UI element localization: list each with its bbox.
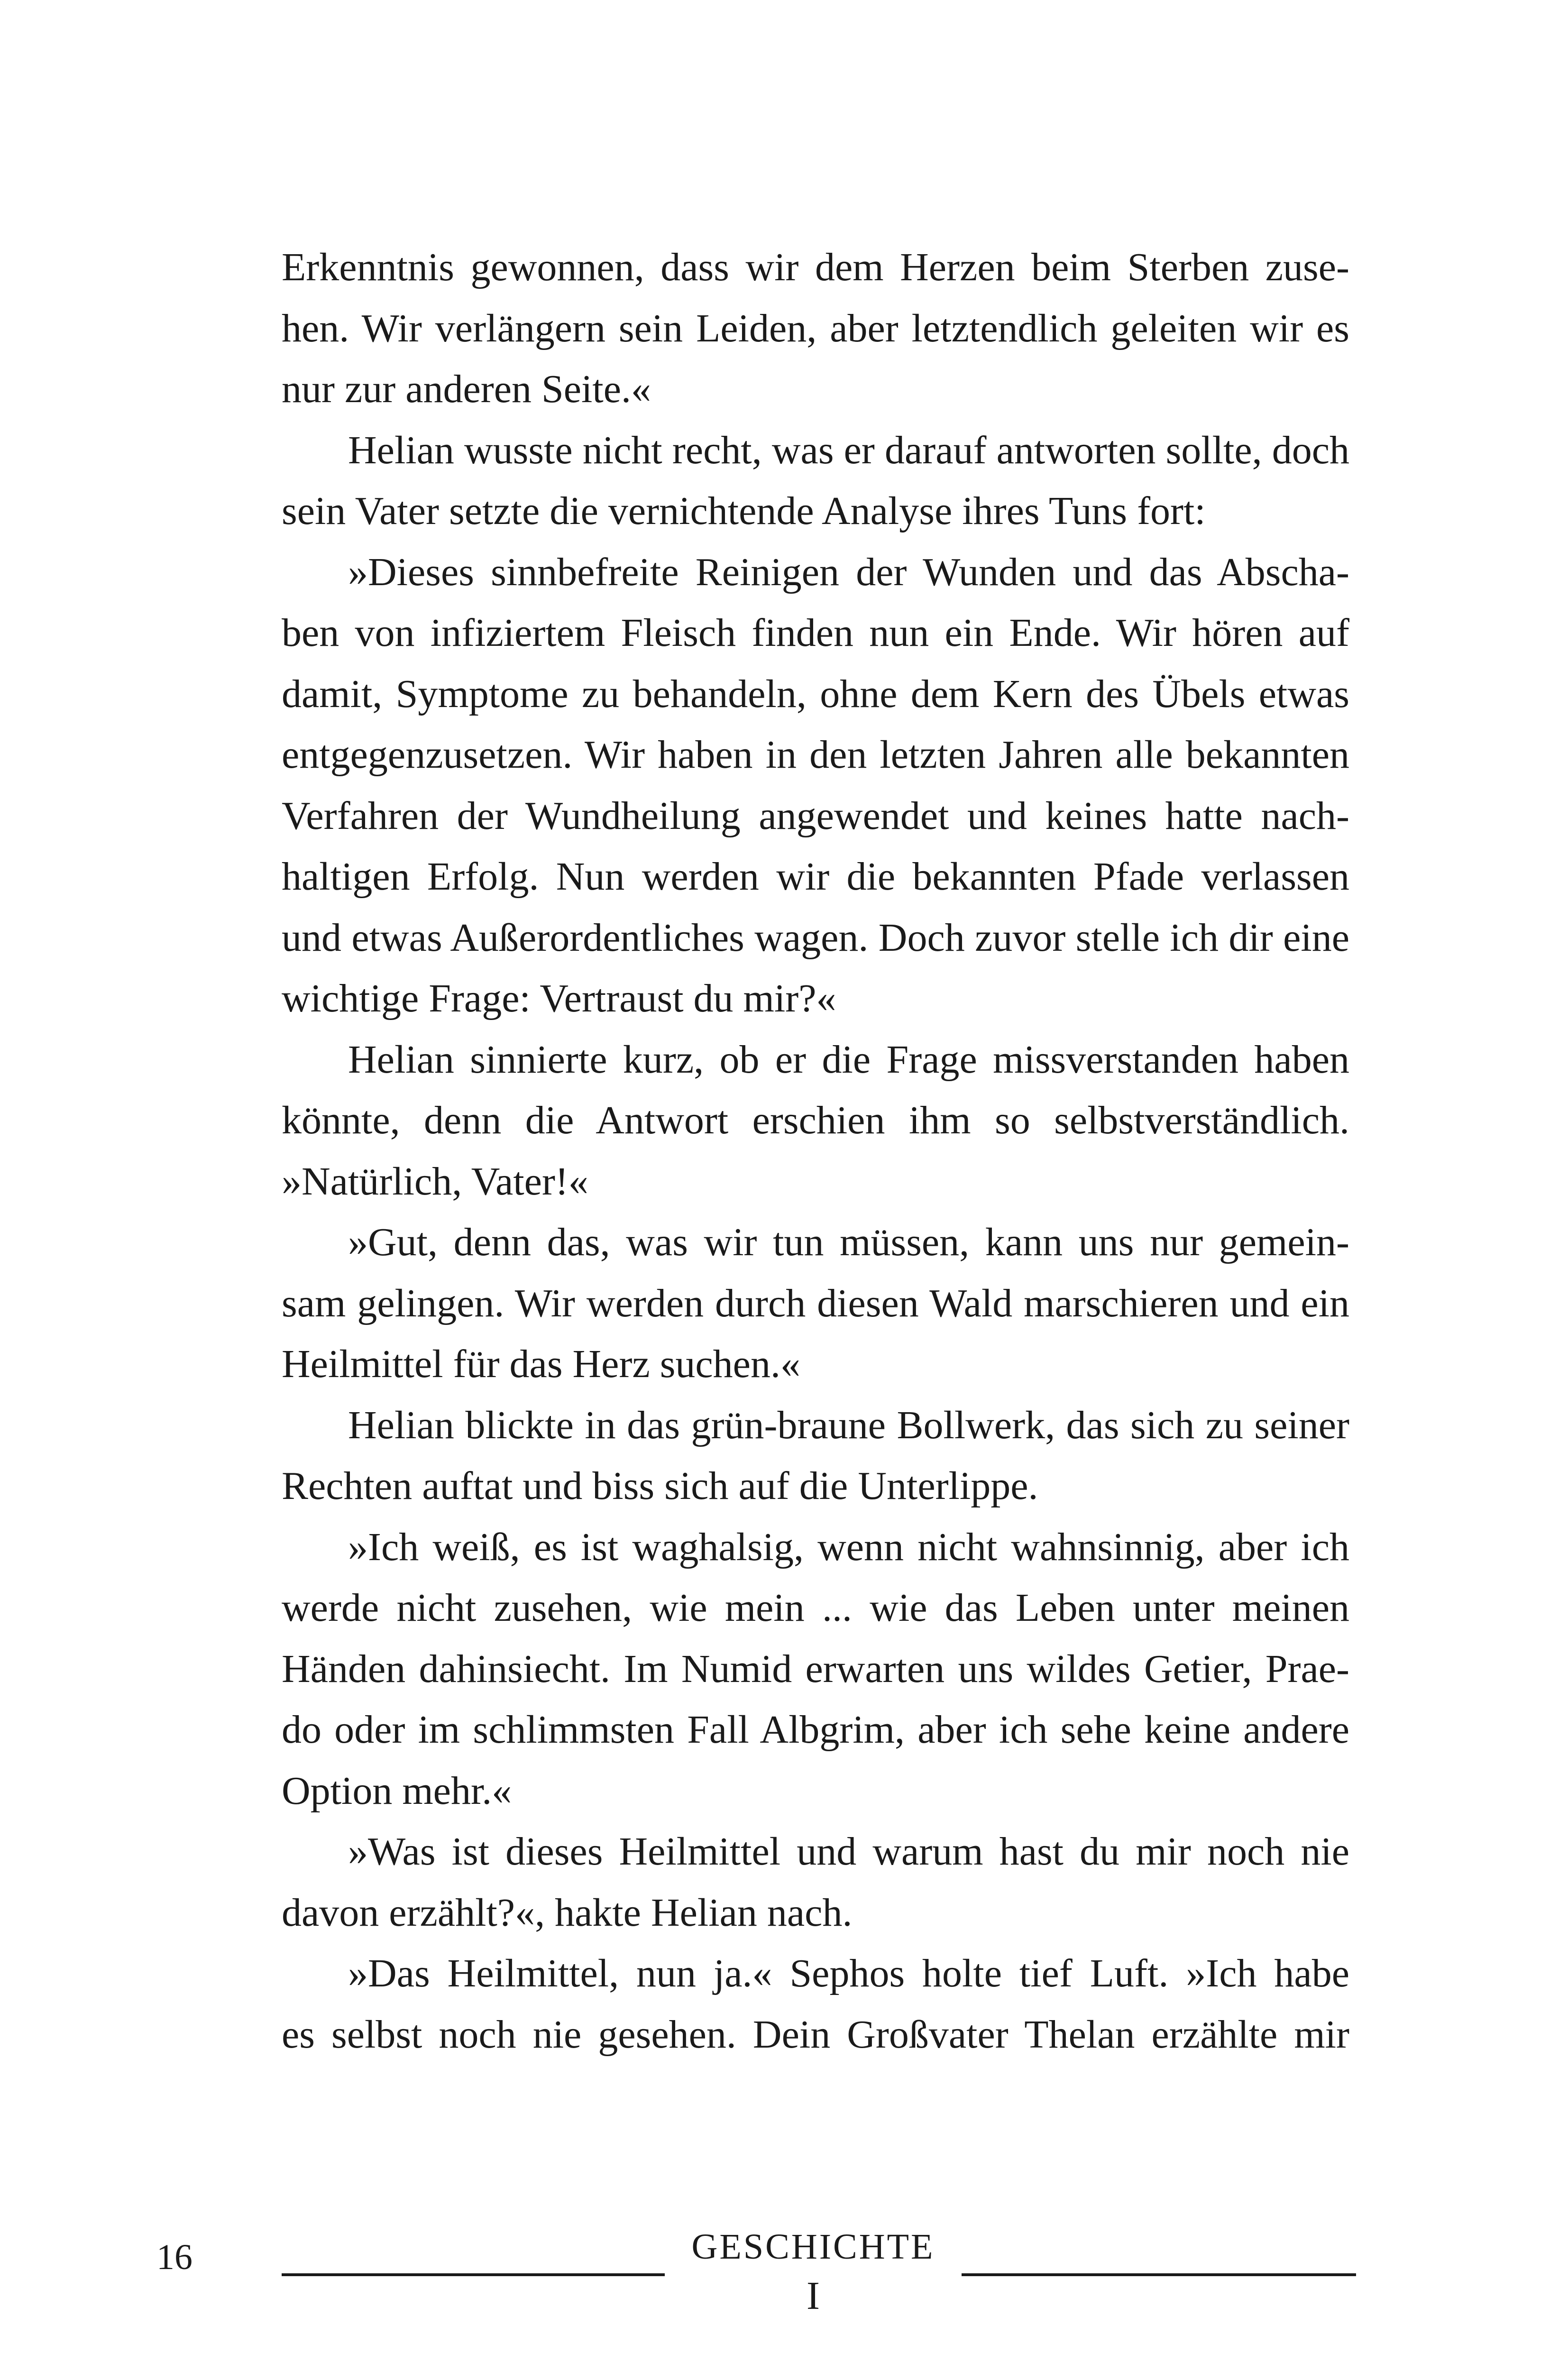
text-line: do oder im schlimmsten Fall Albgrim, aber ich sehe keine andere [282,1708,1349,1752]
text-line: davon erzählt?«, hakte Helian nach. [282,1890,853,1935]
text-line: Händen dahinsiecht. Im Numid erwarten uns wildes Getier, Prae- [282,1646,1349,1691]
text-line: Helian sinnierte kurz, ob er die Frage missverstanden haben [348,1037,1349,1082]
text-line: ben von infiziertem Fleisch finden nun ein Ende. Wir hören auf [282,611,1349,655]
text-line: »Natürlich, Vater!« [282,1159,588,1204]
text-line: entgegenzusetzen. Wir haben in den letzten Jahren alle bekannten [282,733,1349,777]
text-line: sein Vater setzte die vernichtende Analyse ihres Tuns fort: [282,489,1206,533]
footer-rule-left [282,2273,665,2276]
footer-rule-right [962,2273,1356,2276]
text-line: Option mehr.« [282,1768,512,1813]
text-line: Erkenntnis gewonnen, dass wir dem Herzen beim Sterben zuse- [282,245,1349,289]
text-line: haltigen Erfolg. Nun werden wir die bekannten Pfade verlassen [282,855,1349,899]
text-line: »Gut, denn das, was wir tun müssen, kann uns nur gemein- [348,1220,1349,1264]
page-number: 16 [156,2237,193,2277]
text-line: wichtige Frage: Vertraust du mir?« [282,976,836,1020]
section-title: GESCHICHTE [691,2227,935,2267]
text-line: nur zur anderen Seite.« [282,367,651,411]
text-line: Helian wusste nicht recht, was er darauf antworten sollte, doch [348,428,1349,472]
text-line: hen. Wir verlängern sein Leiden, aber letztendlich geleiten wir es [282,306,1349,350]
text-line: »Dieses sinnbefreite Reinigen der Wunden und das Abscha- [348,550,1349,594]
text-line: Verfahren der Wundheilung angewendet und keines hatte nach- [282,793,1349,838]
text-line: und etwas Außerordentliches wagen. Doch zuvor stelle ich dir eine [282,915,1349,960]
text-line: damit, Symptome zu behandeln, ohne dem Kern des Übels etwas [282,671,1349,716]
text-line: Heilmittel für das Herz suchen.« [282,1342,800,1386]
text-line: Helian blickte in das grün-braune Bollwerk, das sich zu seiner [348,1403,1349,1447]
text-line: werde nicht zusehen, wie mein ... wie das Leben unter meinen [282,1586,1349,1630]
text-line: »Ich weiß, es ist waghalsig, wenn nicht wahnsinnig, aber ich [348,1525,1349,1569]
text-line: könnte, denn die Antwort erschien ihm so selbstverständlich. [282,1098,1349,1142]
text-line: sam gelingen. Wir werden durch diesen Wald marschieren und ein [282,1281,1349,1325]
text-line: Rechten auftat und biss sich auf die Unterlippe. [282,1464,1038,1508]
text-line: »Was ist dieses Heilmittel und warum hast du mir noch nie [348,1829,1349,1874]
text-line: es selbst noch nie gesehen. Dein Großvater Thelan erzählte mir [282,2012,1349,2057]
text-line: »Das Heilmittel, nun ja.« Sephos holte tief Luft. »Ich habe [348,1951,1349,1995]
section-numeral: I [807,2274,820,2318]
body-text [282,237,1349,2065]
